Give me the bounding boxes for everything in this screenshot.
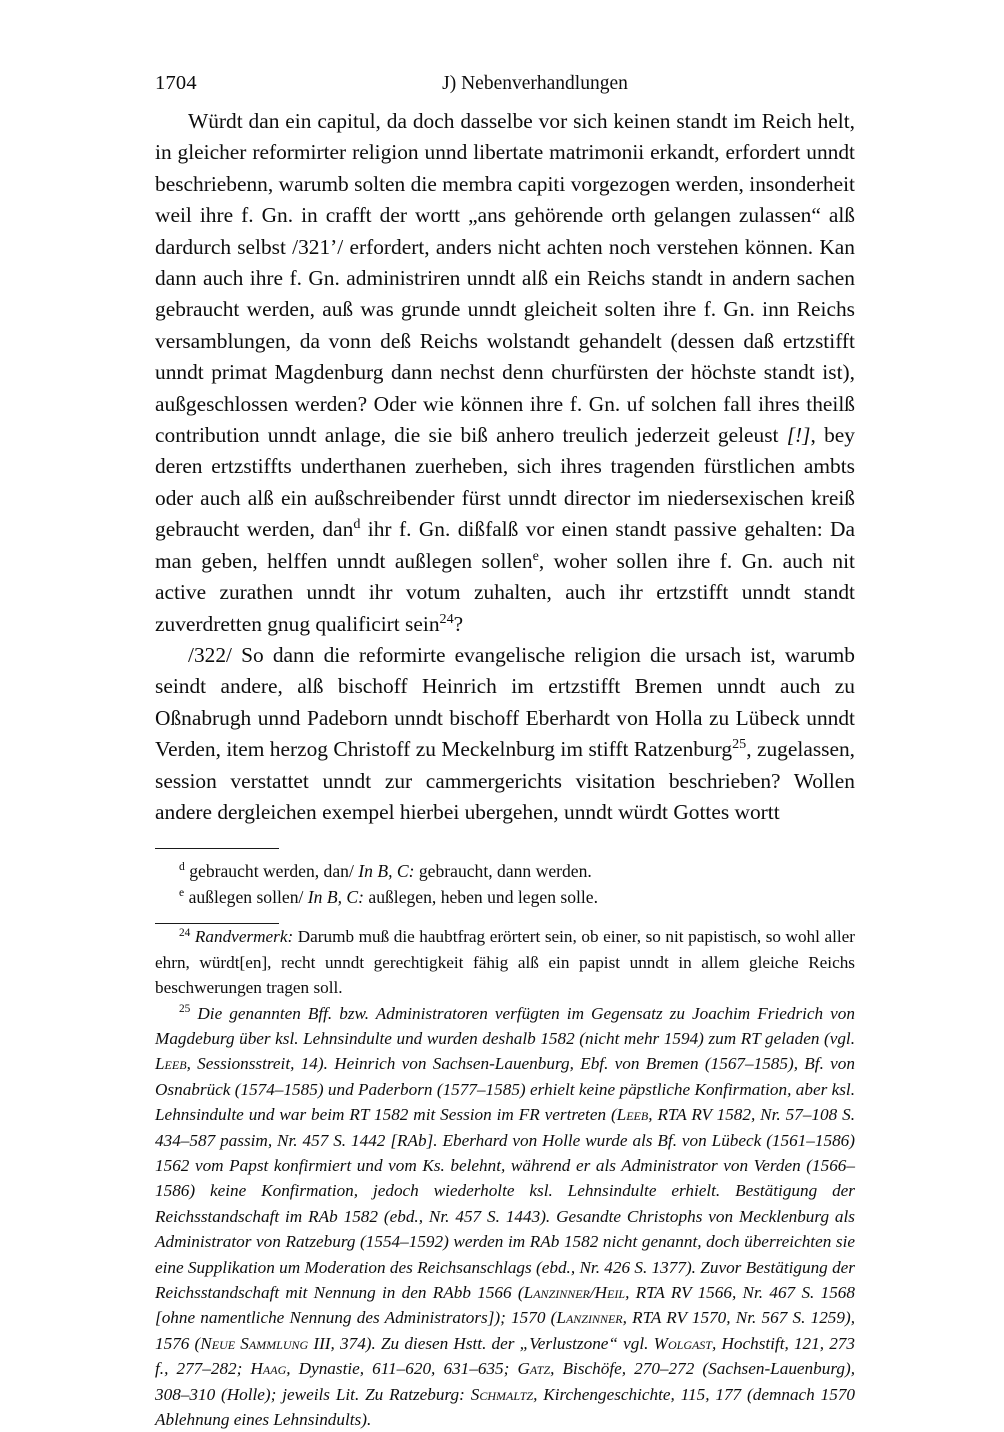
footnote-25-segment-12: , Hochstift, 121, 273 f., 277–282; xyxy=(155,1333,855,1379)
footnote-25-segment-4: , RTA RV 1582, Nr. 57–108 S. 434–587 passim, Nr. 457 S. 1442 [RAb]. Eberhard von Holle wurde als Bf. von Lübeck (1561–1586) 1562 vom Papst konfirmiert und vom Ks. belehnt, während er als Administrator von Verden (1566–1586) keine Konfirmation, jedoch wiederholte ksl. Lehnsindulte erhielt. Bestätigung der Reichsstandschaft im RAb 1582 (ebd., Nr. 457 S. 1443). Gesandte Christophs von Mecklenburg als Administrator von Ratzeburg (1554–1592) werden im RAb 1582 nicht genannt, doch überreichten sie eine Supplikation um Moderation des Reichsanschlags (ebd., Nr. 426 S. 1377). Zuvor Bestätigung der Reichsstandschaft mit Nennung in den RAbb 1566 ( xyxy=(155,1105,855,1303)
body-text xyxy=(155,106,855,828)
apparatus-footnotes xyxy=(155,924,855,1432)
footnote-marker-d: d xyxy=(353,516,361,533)
footnote-25-segment-17: Schmaltz xyxy=(470,1384,534,1404)
letter-note-e-siglum: In B, C: xyxy=(307,887,364,908)
paragraph-1-part-d: , woher sollen ihre f. Gn. auch nit active zurathen unndt ihr votum zuhalten, auch ihr ertzstifft unndt standt zuverdretten gnug qualificirt sein xyxy=(155,548,855,636)
letter-note-d-siglum: In B, C: xyxy=(358,861,415,882)
footnote-25-segment-14: , Dynastie, 611–620, 631–635; xyxy=(286,1359,518,1379)
footnote-25-segment-11: Wolgast xyxy=(653,1333,712,1353)
footnote-25-segment-18: , Kirchengeschichte, 115, 177 (demnach 1570 Ablehnung eines Lehnsindults). xyxy=(155,1384,856,1430)
letter-note-d xyxy=(155,858,855,884)
footnote-25-segment-10: ). Zu diesen Hstt. der „Verlustzone“ vgl. xyxy=(365,1333,654,1353)
footnote-25-segment-0: Die genannten Bff. bzw. Administratoren verfügten im Gegensatz zu Joachim Friedrich von Magdeburg über ksl. Lehnsindulte und wurden deshalb 1582 (nicht mehr 1594) zum RT geladen (vgl. xyxy=(155,1003,855,1048)
footnote-24-text: Darumb muß die haubtfrag erörtert sein, ob einer, so nit papistisch, so wohl aller ehrn, würdt[en], recht unndt gerechtigkeit fähig alß ein papist unndt in allem gleiche Reichs beschwerungen tragen soll. xyxy=(155,927,856,998)
paragraph-2-part-a: /322/ So dann die reformirte evangelische religion die ursach ist, warumb seindt andere, alß bischoff Heinrich im ertzstifft Bremen unndt auch zu Oßnabrugh unnd Padeborn unndt bischoff Eberhardt von Holla zu Lübeck unndt Verden, item herzog Christoff zu Meckelnburg im stifft Ratzenburg xyxy=(155,642,855,762)
letter-note-d-lemma: gebraucht werden, dan xyxy=(189,861,349,882)
footnote-25-segment-1: Leeb xyxy=(155,1054,187,1074)
paragraph-1-part-c: ihr f. Gn. dißfalß vor einen standt passive gehalten: Da man geben, helffen unndt außlegen sollen xyxy=(155,517,855,573)
apparatus-letter-notes xyxy=(155,858,855,910)
footnote-25-segment-13: Haag xyxy=(250,1359,287,1379)
paragraph-1-editorial-mark: [!] xyxy=(786,423,811,448)
letter-note-d-variant: gebraucht, dann werden. xyxy=(414,861,592,882)
letter-note-d-separator: / xyxy=(348,861,359,882)
footnote-25-body xyxy=(155,1004,855,1430)
letter-note-e-lemma: außlegen sollen xyxy=(188,887,299,908)
footnote-25-segment-3: Leeb xyxy=(616,1105,649,1125)
running-title: J) Nebenverhandlungen xyxy=(442,73,628,94)
letter-note-e xyxy=(155,884,855,910)
footnote-25-segment-2: , Sessionsstreit, 14). Heinrich von Sachsen-Lauenburg, Ebf. von Bremen (1567–1585), Bf. von Osnabrück (1574–1585) und Paderborn (1577–1585) erhielt keine päpstliche Konfirmation, aber ksl. Lehnsindulte und war beim RT 1582 mit Session im FR vertreten ( xyxy=(155,1054,855,1125)
paragraph-2 xyxy=(155,640,855,828)
footnote-marker-25: 25 xyxy=(732,736,747,752)
footnote-25-segment-16: , Bischöfe, 270–272 (Sachsen-Lauenburg), 308–310 (Holle); jeweils Lit. Zu Ratzeburg: xyxy=(155,1359,856,1404)
footnote-25-segment-6: , RTA RV 1566, Nr. 467 S. 1568 [ohne namentliche Nennung des Administrators]); 1570 ( xyxy=(155,1283,855,1328)
footnote-marker-e: e xyxy=(532,547,539,564)
paragraph-1-part-a: Würdt dan ein capitul, da doch dasselbe vor sich keinen standt im Reich helt, in gleicher reformirter religion unnd libertate matrimonii erkandt, erfordert unndt beschriebenn, warumb solten die membra capiti vorgezogen werden, insonderheit weil ihre f. Gn. in crafft der wortt „ans gehörende orth gelangen zulassen“ alß dardurch selbst /321’/ erfordert, anders nicht achten noch verstehen können. Kan dann auch ihre f. Gn. administriren unndt alß ein Reichs standt in andern sachen gebraucht werden, auß was grunde unndt gleicheit solten ihre f. Gn. inn Reichs versamblungen, da vonn deß Reichs wolstandt gehandelt (dessen daß ertzstifft unndt primat Magdenburg dann nechst denn churfürsten der höchste standt ist), außgeschlossen werden? Oder wie können ihre f. Gn. uf solchen fall ihres theilß contribution unndt anlage, die sie biß anhero treulich jederzeit geleust xyxy=(155,109,855,448)
footnote-marker-24: 24 xyxy=(439,610,454,627)
paragraph-1-part-b: , bey deren ertzstiffts underthanen zuerheben, sich ihres tragenden fürstlichen ambts oder auch alß ein außschreibender fürst unndt director im niedersexischen kreiß gebraucht werden, dan xyxy=(155,423,855,542)
footnote-25-segment-7: Lanzinner xyxy=(556,1308,623,1328)
footnote-25-segment-5: Lanzinner/Heil xyxy=(523,1283,626,1303)
letter-note-e-separator: / xyxy=(298,887,308,908)
running-head xyxy=(155,72,855,106)
footnote-24: $^{24}$ Randvermerk: Darumb muß die haubtfrag erörtert sein, ob einer, so nit papistisch, so wohl aller ehrn, würdt[en], recht unndt gerechtigkeit fähig alß ein papist unndt in allem gleiche Reichs beschwerungen tragen soll. xyxy=(155,926,856,998)
letter-note-e-marker: e xyxy=(179,886,185,900)
footnote-25-segment-9: Neue Sammlung III, 374 xyxy=(200,1333,366,1353)
paragraph-1 xyxy=(155,106,855,640)
page-number: 1704 xyxy=(155,72,197,94)
paragraph-1-part-e: ? xyxy=(453,611,464,636)
footnote-25-segment-8: , RTA RV 1570, Nr. 567 S. 1259), 1576 ( xyxy=(155,1308,855,1353)
footnote-25-segment-15: Gatz xyxy=(517,1359,551,1379)
footnote-25: $^{25}$ Die genannten Bff. bzw. Administratoren verfügten im Gegensatz zu Joachim Friedrich von Magdeburg über ksl. Lehnsindulte und wurden deshalb 1582 (nicht mehr 1594) zum RT geladen (vgl. Leeb, Sessionsstreit, 14). Heinrich von Sachsen-Lauenburg, Ebf. von Bremen (1567–1585), Bf. von Osnabrück (1574–1585) und Paderborn (1577–1585) erhielt keine päpstliche Konfirmation, aber ksl. Lehnsindulte und war beim RT 1582 mit Session im FR vertreten (Leeb, RTA RV 1582, Nr. 57–108 S. 434–587 passim, Nr. 457 S. 1442 [RAb]. Eberhard von Holle wurde als Bf. von Lübeck (1561–1586) 1562 vom Papst konfirmiert und vom Ks. belehnt, während er als Administrator von Verden (1566–1586) keine Konfirmation, jedoch wiederholte ksl. Lehnsindulte erhielt. Bestätigung der Reichsstandschaft im RAb 1582 (ebd., Nr. 457 S. 1443). Gesandte Christophs von Mecklenburg als Administrator von Ratzeburg (1554–1592) werden im RAb 1582 nicht genannt, doch überreichten sie eine Supplikation um Moderation des Reichsanschlags (ebd., Nr. 426 S. 1377). Zuvor Bestätigung der Reichsstandschaft mit Nennung in den RAbb 1566 (Lanzinner/Heil, RTA RV 1566, Nr. 467 S. 1568 [ohne namentliche Nennung des Administrators]); 1570 (Lanzinner, RTA RV 1570, Nr. 567 S. 1259), 1576 (Neue Sammlung III, 374). Zu diesen Hstt. der „Verlustzone“ vgl. Wolgast, Hochstift, 121, 273 f., 277–282; Haag, Dynastie, 611–620, 631–635; Gatz, Bischöfe, 270–272 (Sachsen-Lauenburg), 308–310 (Holle); jeweils Lit. Zu Ratzeburg: Schmaltz, Kirchengeschichte, 115, 177 (demnach 1570 Ablehnung eines Lehnsindults). xyxy=(155,1002,856,1430)
letter-note-d-marker: d xyxy=(179,860,185,874)
letter-note-e-variant: außlegen, heben und legen solle. xyxy=(364,887,599,908)
page-content xyxy=(155,72,855,1432)
paragraph-2-part-b: , zugelassen, session verstattet unndt zur cammergerichts visitation beschrieben? Wollen andere dergleichen exempel hierbei ubergehen, unndt würdt Gottes wortt xyxy=(155,737,855,824)
footnote-24-label: Randvermerk: xyxy=(194,927,294,947)
apparatus-divider-letters xyxy=(155,848,279,849)
